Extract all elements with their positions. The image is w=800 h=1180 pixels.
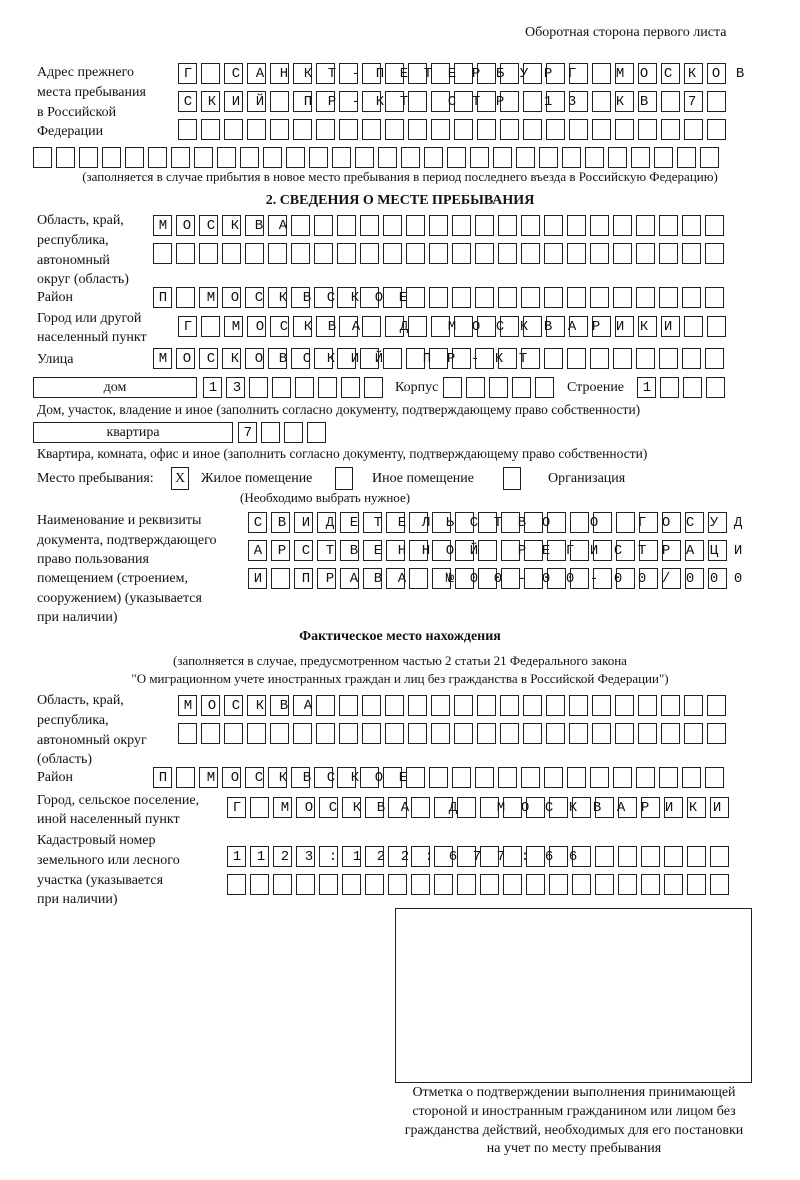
house-caption: Дом, участок, владение и иное (заполнить согласно документу, подтверждающему право собственности)	[37, 402, 641, 417]
confirmation-caption: гражданства действий, необходимых для его постановки	[404, 1123, 744, 1138]
region-label: Область, край,	[37, 213, 124, 228]
prev-address-label: места пребывания	[37, 85, 146, 100]
actual-location-note: (заполняется в случае, предусмотренном частью 2 статьи 21 Федерального закона	[173, 653, 627, 668]
row-value: МОСКВА	[183, 698, 760, 714]
option-organization-label: Организация	[548, 471, 626, 486]
confirmation-caption: стороной и иностранным гражданином или лицом без	[412, 1104, 736, 1119]
cadastral-label: при наличии)	[37, 892, 118, 907]
stay-place-label: Место пребывания:	[37, 471, 154, 486]
row-value: 13	[208, 380, 401, 396]
row-value	[153, 243, 759, 265]
city-label: Город, сельское поселение,	[37, 793, 200, 808]
row-value: 7	[243, 425, 340, 441]
row-value: АРСТВЕННОЙ РЕГИСТРАЦИ	[253, 543, 758, 559]
doc-label: при наличии)	[37, 610, 118, 625]
doc-label: Наименование и реквизиты	[37, 513, 202, 528]
page-side-label: Оборотная сторона первого листа	[525, 25, 727, 40]
region-label: автономный	[37, 253, 110, 268]
row-value	[227, 874, 761, 896]
row-value: П МОСКВСКОЕ	[158, 290, 759, 306]
row-value: СВИДЕТЕЛЬСТВО О ГОСУД	[253, 515, 758, 531]
checkbox-residential[interactable]: X	[171, 467, 189, 490]
region-label: республика,	[37, 233, 109, 248]
confirmation-caption: Отметка о подтверждении выполнения принимающей	[412, 1085, 736, 1100]
region-label: республика,	[37, 713, 109, 728]
prev-address-note: (заполняется в случае прибытия в новое место пребывания в период последнего въезда в Российскую Федерацию)	[82, 169, 718, 184]
prev-address-label: Адрес прежнего	[37, 65, 134, 80]
section-title: 2. СВЕДЕНИЯ О МЕСТЕ ПРЕБЫВАНИЯ	[265, 193, 535, 208]
actual-location-title: Фактическое место нахождения	[299, 629, 501, 644]
prev-address-label: Федерации	[37, 124, 104, 139]
row-value: 1	[642, 380, 739, 396]
checkbox-other-premises[interactable]	[335, 467, 353, 490]
row-value: И ПРАВА №00-00-00/000	[253, 571, 758, 587]
street-label: Улица	[37, 352, 74, 367]
row-value	[178, 723, 760, 745]
row-value	[33, 147, 759, 169]
flat-caption: Квартира, комната, офис и иное (заполнить согласно документу, подтверждающему право собственности)	[37, 446, 648, 461]
region-label: Область, край,	[37, 693, 124, 708]
choose-note: (Необходимо выбрать нужное)	[240, 490, 411, 505]
doc-label: документа, подтверждающего	[37, 533, 217, 548]
district-label: Район	[37, 290, 73, 305]
doc-label: сооружением) (указывается	[37, 591, 202, 606]
region-label: округ (область)	[37, 272, 129, 287]
region-label: (область)	[37, 752, 93, 767]
row-value: Г МОСКВА Д МОСКВАРИКИ	[232, 800, 761, 816]
city-label: иной населенный пункт	[37, 812, 180, 827]
row-value: П МОСКВСКОЕ	[158, 770, 759, 786]
cadastral-label: земельного или лесного	[37, 853, 180, 868]
row-value: СКИЙ ПР-КТ СТР 13 КВ 7	[183, 94, 760, 110]
doc-label: право пользования	[37, 552, 149, 567]
cadastral-label: участка (указывается	[37, 873, 164, 888]
actual-location-note: "О миграционном учете иностранных граждан и лиц без гражданства в Российской Федерации")	[131, 671, 669, 686]
row-value: МОСКВА	[158, 218, 759, 234]
option-residential-label: Жилое помещение	[201, 471, 313, 486]
flat-type-field[interactable]: квартира	[33, 422, 233, 443]
district-label: Район	[37, 770, 73, 785]
checkbox-organization[interactable]	[503, 467, 521, 490]
row-value: 1123:122:677:66	[232, 849, 761, 865]
row-value	[178, 119, 760, 141]
prev-address-label: в Российской	[37, 105, 117, 120]
region-label: автономный округ	[37, 733, 147, 748]
option-other-premises-label: Иное помещение	[372, 471, 474, 486]
building-label: Строение	[567, 380, 625, 395]
row-value: Г САНКТ-ПЕТЕРБУРГ МОСКОВ	[183, 66, 760, 82]
corpus-label: Корпус	[395, 380, 439, 395]
confirmation-caption: на учет по месту пребывания	[486, 1141, 662, 1156]
row-value: МОСКОВСКИЙ ПР-КТ	[158, 351, 759, 367]
house-type-field[interactable]: дом	[33, 377, 197, 398]
city-label: населенный пункт	[37, 330, 147, 345]
row-value: Г МОСКВА Д МОСКВАРИКИ	[183, 319, 760, 335]
doc-label: помещением (строением,	[37, 571, 188, 586]
confirmation-stamp-area	[395, 908, 752, 1083]
row-value	[443, 377, 569, 399]
city-label: Город или другой	[37, 311, 142, 326]
cadastral-label: Кадастровый номер	[37, 833, 156, 848]
